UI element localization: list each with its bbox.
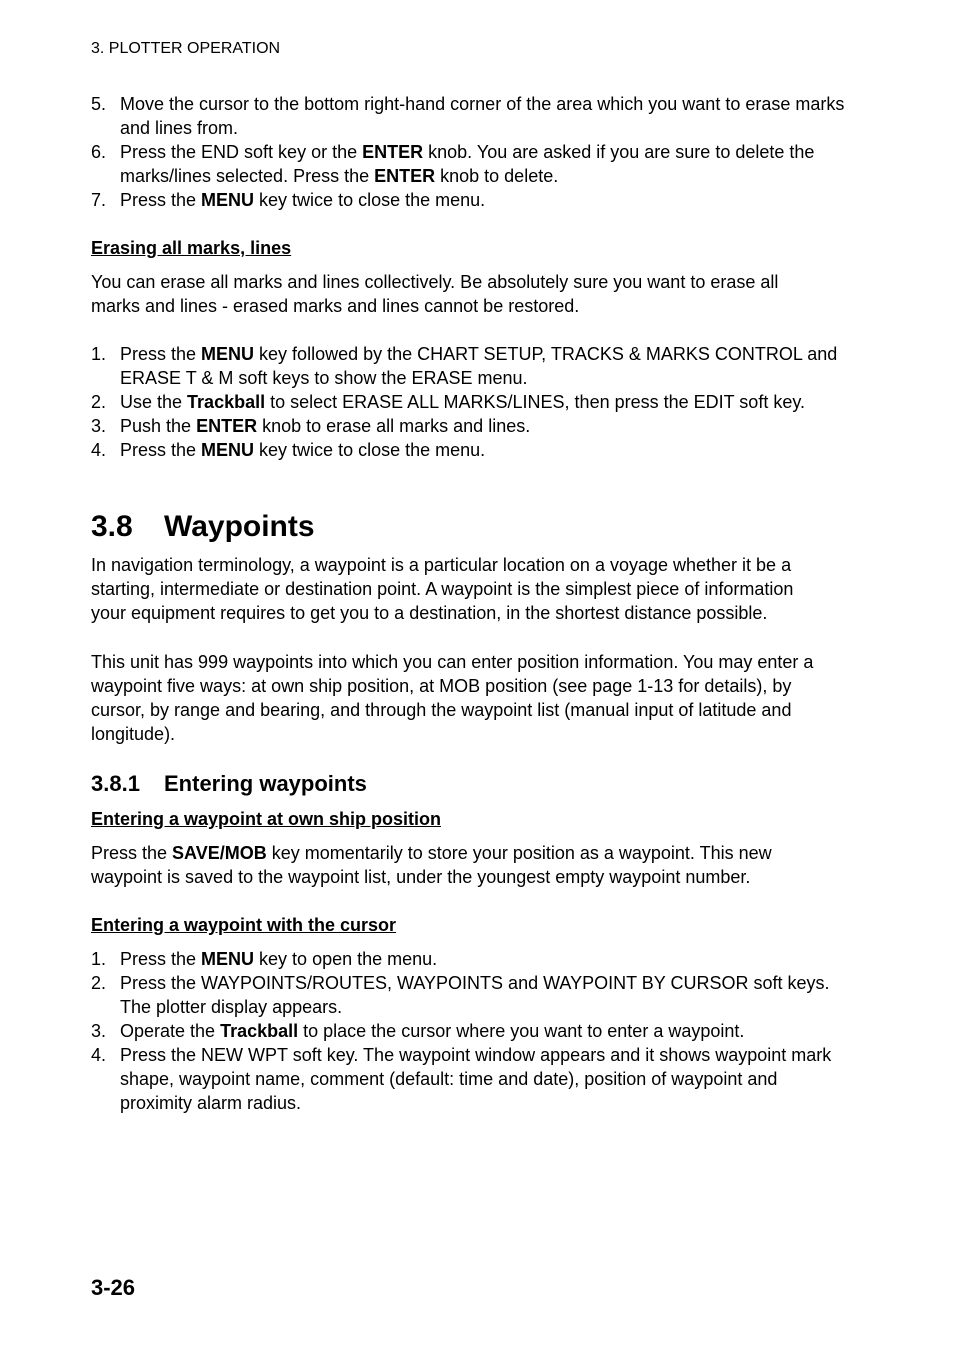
cursor-steps [91,947,851,1115]
text-run: Press the [91,843,173,863]
section-title: Waypoints [164,510,315,543]
text-run: Move the cursor to the bottom right-hand corner of the area which you want to erase marks and lines from. [120,94,845,138]
text-run: Press the NEW WPT soft key. The waypoint window appears and it shows waypoint mark shape, waypoint name, comment (default: time and date), position of waypoint and proximity alarm radius. [120,1045,832,1113]
own-ship-heading: Entering a waypoint at own ship position [91,809,442,829]
step-number: 1. [91,949,107,969]
text-run: key twice to close the menu. [254,190,486,210]
text-run: to place the cursor where you want to enter a waypoint. [298,1021,745,1041]
text-run: to select ERASE ALL MARKS/LINES, then press the EDIT soft key. [265,392,805,412]
list-item [91,1043,851,1115]
step-number: 3. [91,1021,107,1041]
waypoints-para-2: This unit has 999 waypoints into which you can enter position information. You may enter a waypoint five ways: at own ship position, at MOB position (see page 1-13 for details), by cursor, by range and bearing, and through the waypoint list (manual input of latitude and longitude). [91,652,814,744]
list-item [91,188,851,212]
text-run: knob to delete. [435,166,559,186]
step-number: 1. [91,344,107,364]
text-run: Press the WAYPOINTS/ROUTES, WAYPOINTS and WAYPOINT BY CURSOR soft keys. The plotter display appears. [120,973,830,1017]
bold-term: SAVE/MOB [172,843,267,863]
list-item [91,947,851,971]
bold-term: ENTER [196,416,258,436]
step-number: 3. [91,416,107,436]
step-number: 4. [91,440,107,460]
bold-term: MENU [201,190,255,210]
running-head: 3. PLOTTER OPERATION [91,40,281,57]
text-run: Press the [120,344,202,364]
list-item [91,971,851,1019]
text-run: key to open the menu. [254,949,438,969]
text-run: Press the [120,949,202,969]
bold-term: ENTER [362,142,424,162]
text-run: key momentarily to store your position as a waypoint. This new waypoint is saved to the waypoint list, under the youngest empty waypoint number. [91,843,772,887]
subsection-heading-entering-waypoints [91,770,851,798]
cursor-heading: Entering a waypoint with the cursor [91,915,397,935]
bold-term: Trackball [220,1021,299,1041]
section-number: 3.8 [91,510,133,543]
bold-term: MENU [201,440,255,460]
text-run: knob. You are asked if you are sure to delete the marks/lines selected. Press the [120,142,815,186]
step-number: 5. [91,94,107,114]
step-number: 7. [91,190,107,210]
list-item [91,438,851,462]
list-item [91,414,851,438]
section-heading-waypoints [91,509,851,545]
bold-term: MENU [201,344,255,364]
text-run: Press the END soft key or the [120,142,363,162]
text-run: knob to erase all marks and lines. [257,416,531,436]
text-run: Operate the [120,1021,221,1041]
step-number: 2. [91,392,107,412]
text-run: Use the [120,392,188,412]
own-ship-para [91,841,811,889]
step-number: 2. [91,973,107,993]
page-number: 3-26 [91,1275,136,1300]
text-run: key twice to close the menu. [254,440,486,460]
text-run: Press the [120,440,202,460]
list-item [91,1019,851,1043]
list-item [91,342,851,390]
erase-all-heading: Erasing all marks, lines [91,238,292,258]
erase-all-intro: You can erase all marks and lines collectively. Be absolutely sure you want to erase all marks and lines - erased marks and lines cannot be restored. [91,272,779,316]
step-number: 4. [91,1045,107,1065]
text-run: Press the [120,190,202,210]
waypoints-para-1: In navigation terminology, a waypoint is a particular location on a voyage whether it be a starting, intermediate or destination point. A waypoint is the simplest piece of information your equipment requires to get you to a destination, in the shortest distance possible. [91,555,794,623]
list-item [91,92,851,140]
list-item [91,390,851,414]
bold-term: ENTER [374,166,436,186]
subsection-title: Entering waypoints [164,771,367,796]
text-run: Push the [120,416,197,436]
subsection-number: 3.8.1 [91,771,140,796]
bold-term: MENU [201,949,255,969]
erase-area-steps [91,92,851,212]
step-number: 6. [91,142,107,162]
erase-all-steps [91,342,851,462]
list-item [91,140,851,188]
text-run: key followed by the CHART SETUP, TRACKS & MARKS CONTROL and ERASE T & M soft keys to show the ERASE menu. [120,344,838,388]
bold-term: Trackball [187,392,266,412]
